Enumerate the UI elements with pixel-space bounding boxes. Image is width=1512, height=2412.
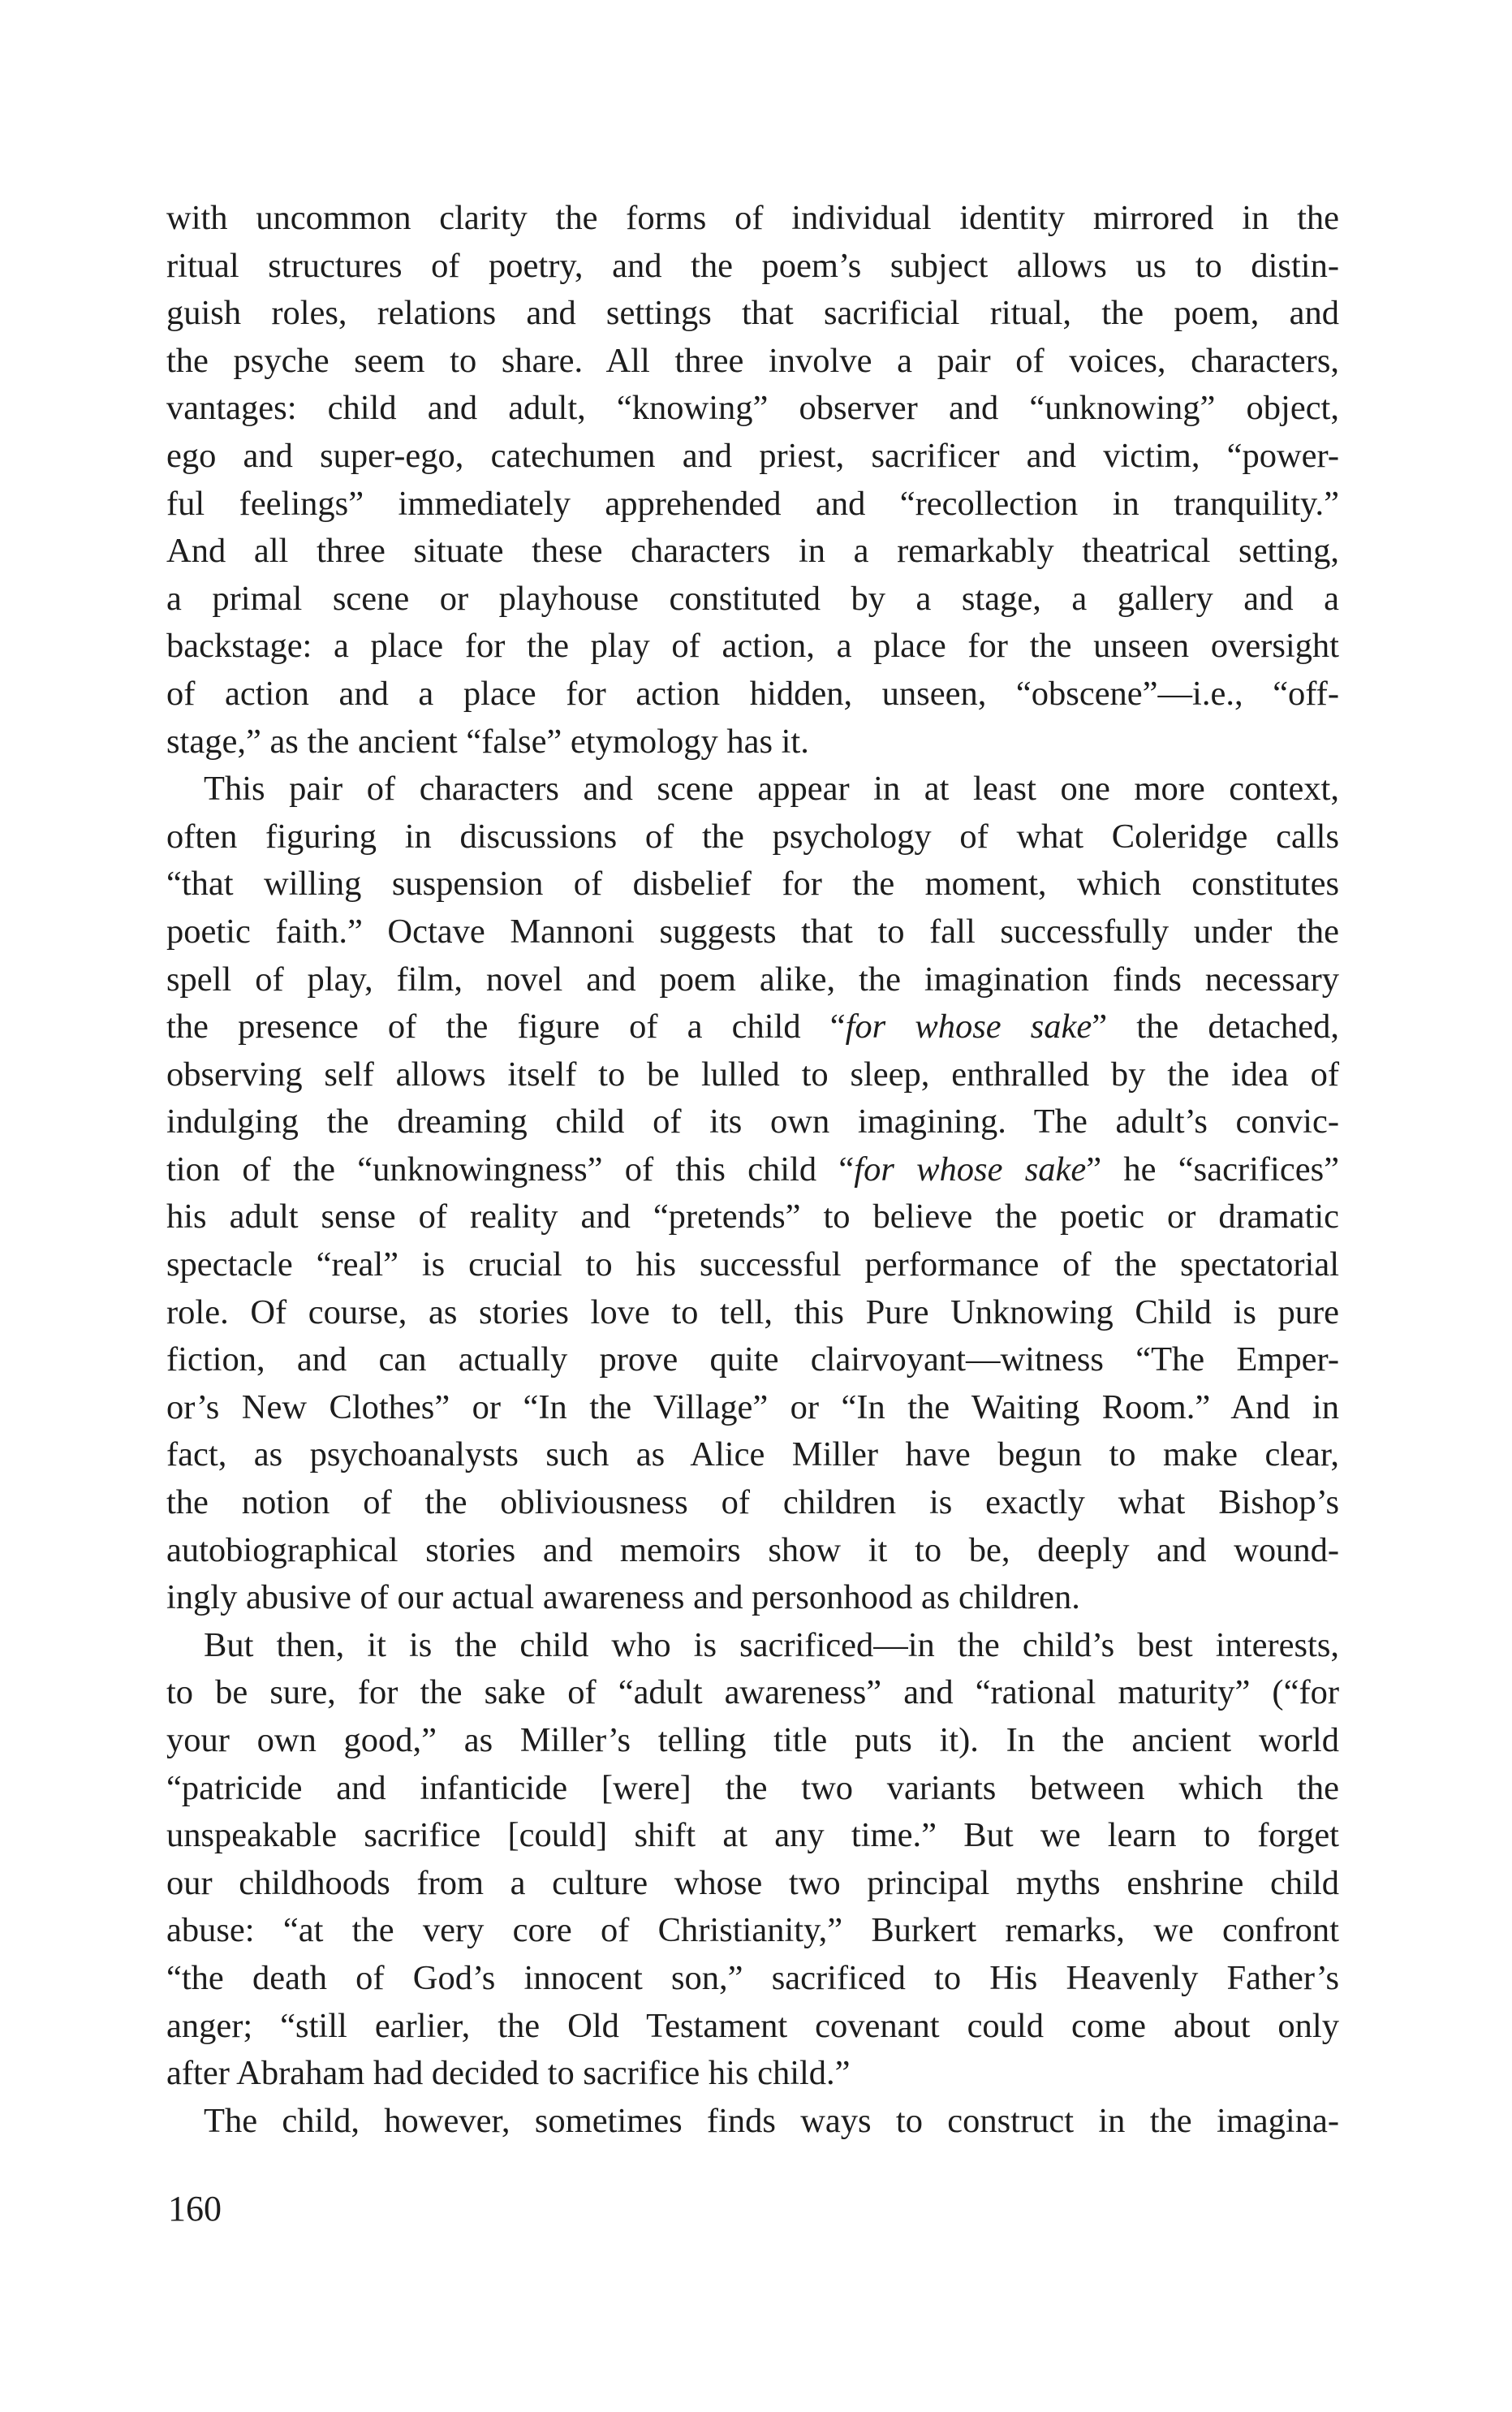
text-line: spectacle “real” is crucial to his successful performance of the spectatorial [166,1245,1339,1284]
text-line: anger; “still earlier, the Old Testament covenant could come about only [166,2006,1339,2045]
text-line: spell of play, film, novel and poem alike, the imagination finds necessary [166,960,1339,999]
text-line: to be sure, for the sake of “adult awareness” and “rational maturity” (“for [166,1673,1339,1712]
text-line: This pair of characters and scene appear in at least one more context, [204,770,1339,809]
paragraph-3 [166,1622,1339,2098]
body-text [166,195,1339,2145]
text-line: fact, as psychoanalysts such as Alice Miller have begun to make clear, [166,1435,1339,1474]
text-line: vantages: child and adult, “knowing” observer and “unknowing” object, [166,389,1339,428]
text-line: your own good,” as Miller’s telling title puts it). In the ancient world [166,1721,1339,1759]
text-line: ingly abusive of our actual awareness and personhood as children. [166,1578,1080,1617]
text-line: “that willing suspension of disbelief for the moment, which constitutes [166,865,1339,904]
text-line: the notion of the obliviousness of children is exactly what Bishop’s [166,1483,1339,1522]
text-line: the psyche seem to share. All three involve a pair of voices, characters, [166,341,1339,380]
text-line: often figuring in discussions of the psychology of what Coleridge calls [166,817,1339,856]
text-line: fiction, and can actually prove quite clairvoyant—witness “The Emper- [166,1340,1339,1379]
text-line: And all three situate these characters in a remarkably theatrical setting, [166,532,1339,571]
text-line: The child, however, sometimes finds ways to construct in the imagina- [204,2101,1339,2140]
text-line: with uncommon clarity the forms of individual identity mirrored in the [166,199,1339,237]
paragraph-1 [166,195,1339,766]
text-line: indulging the dreaming child of its own imagining. The adult’s convic- [166,1102,1339,1141]
paragraph-2 [166,766,1339,1622]
text-segment: tion of the “unknowingness” of this child “ [166,1150,855,1189]
italic-phrase: for whose sake [845,1008,1092,1046]
text-line: guish roles, relations and settings that sacrificial ritual, the poem, and [166,294,1339,333]
text-line: backstage: a place for the play of action, a place for the unseen oversight [166,627,1339,666]
italic-phrase: for whose sake [854,1150,1087,1189]
text-line: our childhoods from a culture whose two principal myths enshrine child [166,1863,1339,1902]
text-line: stage,” as the ancient “false” etymology has it. [166,722,809,761]
text-segment: the presence of the figure of a child “ [166,1008,846,1046]
page-number: 160 [168,2189,222,2229]
text-line: role. Of course, as stories love to tell, this Pure Unknowing Child is pure [166,1292,1339,1331]
text-line: unspeakable sacrifice [could] shift at any time.” But we learn to forget [166,1816,1339,1855]
text-line: ful feelings” immediately apprehended and “recollection in tranquility.” [166,484,1339,523]
text-line: ritual structures of poetry, and the poem’s subject allows us to distin- [166,246,1339,285]
text-line: autobiographical stories and memoirs show it to be, deeply and wound- [166,1530,1339,1569]
text-line: “the death of God’s innocent son,” sacrificed to His Heavenly Father’s [166,1958,1339,1997]
paragraph-4 [166,2098,1339,2146]
text-line: “patricide and infanticide [were] the two variants between which the [166,1768,1339,1807]
text-line-with-italic [166,1003,1339,1051]
text-segment: ” the detached, [1092,1008,1339,1046]
text-line: abuse: “at the very core of Christianity,” Burkert remarks, we confront [166,1911,1339,1950]
text-segment: ” he “sacrifices” [1086,1150,1339,1189]
text-line: after Abraham had decided to sacrifice his child.” [166,2054,851,2093]
text-line: observing self allows itself to be lulled to sleep, enthralled by the idea of [166,1055,1339,1094]
text-line: poetic faith.” Octave Mannoni suggests that to fall successfully under the [166,912,1339,951]
text-line: But then, it is the child who is sacrificed—in the child’s best interests, [204,1625,1339,1664]
text-line: or’s New Clothes” or “In the Village” or “In the Waiting Room.” And in [166,1387,1339,1426]
text-line: ego and super-ego, catechumen and priest, sacrificer and victim, “power- [166,436,1339,475]
text-line: a primal scene or playhouse constituted by a stage, a gallery and a [166,579,1339,618]
text-line-with-italic [166,1146,1339,1194]
text-line: of action and a place for action hidden, unseen, “obscene”—i.e., “off- [166,674,1339,713]
text-line: his adult sense of reality and “pretends” to believe the poetic or dramatic [166,1197,1339,1236]
